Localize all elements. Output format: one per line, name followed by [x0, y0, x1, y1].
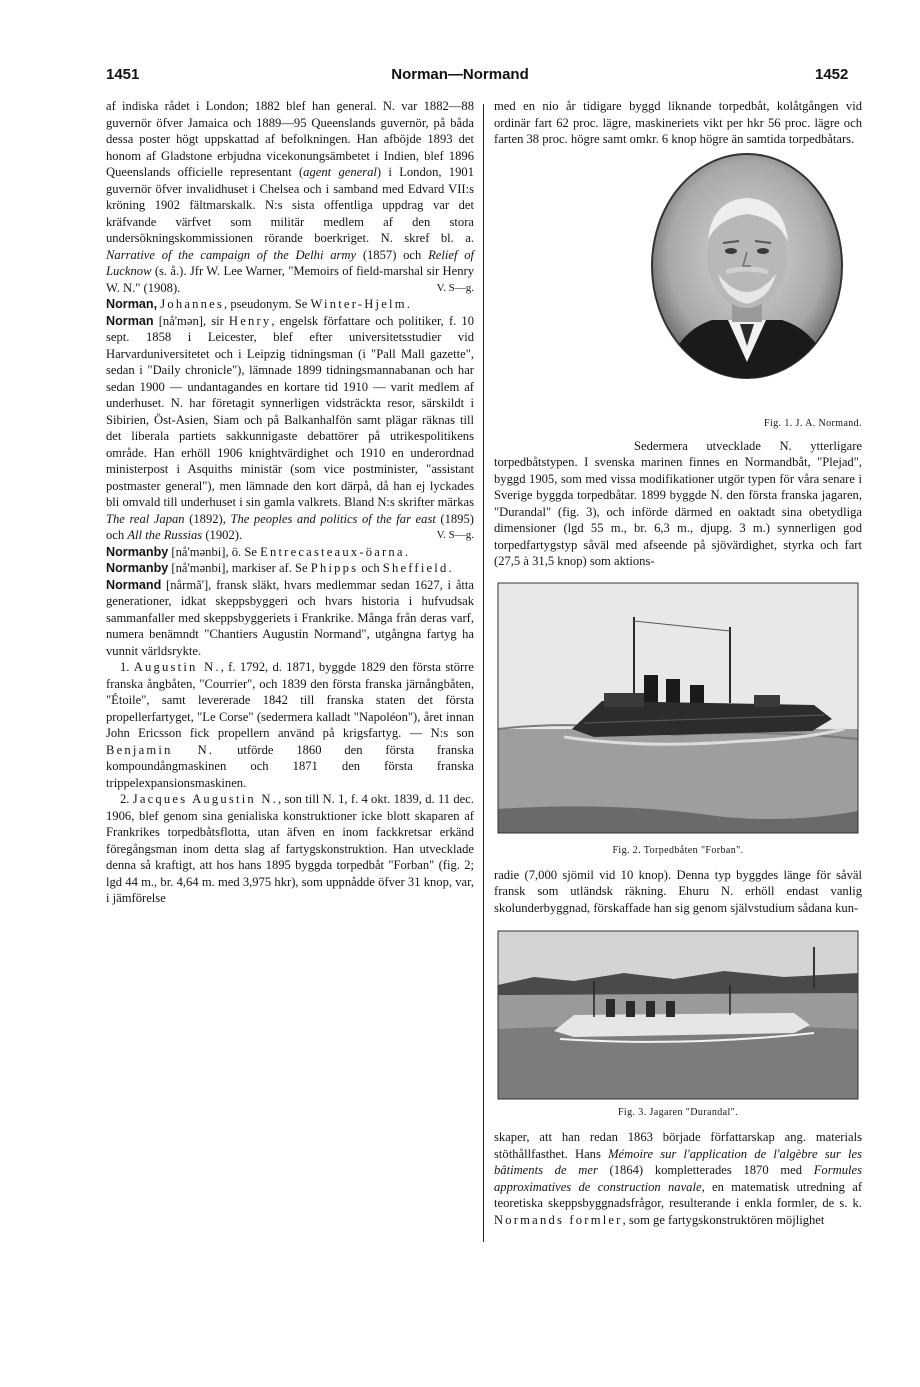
destroyer-durandal-image: [494, 929, 862, 1101]
figure-2: [494, 579, 862, 861]
entry-normand-2: 2. Jacques Augustin N., son till N. 1, f. 4 okt. 1839, d. 11 dec. 1906, blef genom sina genialiska konstruktioner icke blott skaparen af Frankrikes torpedbåtsflotta, utan äfven en inom fackkretsar erkänd föregångsman inom detta slag af fartygskonstruktion. Han utvecklade denna så kraftigt, att hos hans 1895 byggda torpedbåt "Forban" (fig. 2; lgd 44 m., br. 4,64 m. med 3,975 hkr), som uppnådde öfver 31 knop, var, i jämförelse: [106, 792, 474, 905]
portrait-image: [642, 148, 852, 398]
figure-1: [642, 148, 862, 438]
page-number-left: 1451: [106, 66, 140, 83]
entry-normanby-marquis: Normanby [nå'mənbi], markiser af. Se Phipps och Sheffield.: [106, 561, 452, 575]
paragraph-torpedo-development: Sedermera utvecklade N. ytterligare torpedbåtstypen. I svenska marinen finnes en Normandbåt, "Plejad", byggd 1905, som med vissa modifikationer utgör typen för våra senare i Sverige byggda torpedbåtar. 1899 byggde N. den första franska jagaren, "Durandal" (fig. 3), och införde därmed en oaktadt sina obetydliga dimensioner (lgd 55 m., br. 6,3 m., djupg. 3 m.) synnerligen god torpedfartygstyp såväl med afseende på sjövärdighet, styrka och fart (27,5 à 31,5 knop) som aktions-: [494, 438, 862, 568]
signature: V. S—g.: [436, 529, 474, 541]
entry-norman-continued: af indiska rådet i London; 1882 blef han general. N. var 1882—88 guvernör öfver Jamaica och 1889—95 Queenslands guvernör, på båda dessa poster högt uppskattad af befolkningen. Han afböjde 1893 det honom af Gladstone erbjudna vicekonungsämbetet i Indien, blef 1896 Queenslands officielle representant (agent general) i London, 1901 guvernör öfver invalidhuset i Chelsea och i samband med Edvard VII:s kröning 1902 fältmarskalk. N:s sista offentliga uppdrag var det kräfvande värfvet som militär medlem af den stora undersökningskommissionen rörande boerkriget. N. skref bl. a. Narrative of the campaign of the Delhi army (1857) och Relief of Lucknow (s. å.). Jfr W. Lee Warner, "Memoirs of field-marshal sir Henry W. N." (1908). V. S—g.: [106, 99, 474, 295]
entry-norman-johannes: Norman, Johannes, pseudonym. Se Winter-Hjelm.: [106, 297, 410, 311]
left-column: [106, 98, 474, 907]
entry-norman-henry: Norman [nå'mən], sir Henry, engelsk författare och politiker, f. 10 sept. 1858 i Leicester, blef efter universitetsstudier vid Harvarduniversitetet och i Leipzig tidningsman (i "Pall Mall gazette", sedan i "Daily chronicle"), lämnade 1899 tidningsmannabanan och har sedan 1900 — undantagandes en kortare tid 1910 — varit medlem af underhuset. N. har företagit synnerligen vidsträckta resor, särskildt i Sibirien, Öst-Asien, Siam och på Balkanhalfön samt plägar räknas till det liberala partiets sakkunnigaste debattörer på utrikespolitikens område. Han erhöll 1906 knightvärdighet och 1910 en underordnad ministerpost i Asquiths ministär (som vice postminister, "assistant postmaster general"), men lämnade den kort därpå, då han ej lyckades bli omvald till underhuset i sin gamla valkrets. Bland N:s skrifter märkas The real Japan (1892), The peoples and politics of the far east (1895) och All the Russias (1902). V. S—g.: [106, 313, 474, 542]
entry-normand-1: 1. Augustin N., f. 1792, d. 1871, byggde 1829 den första större franska ångbåten, "Courrier", och 1839 den första franska järnångbåten, "Étoile", samt levererade 1842 till franska staten det första propellerfartyget, "Le Corse" (sedermera kalladt "Napoléon"), året innan John Ericsson fick propellern använd på krigsfartyg. — N:s son Benjamin N. utförde 1860 den första franska kompoundångmaskinen och 1871 den första franska trippelexpansionsmaskinen.: [106, 660, 474, 790]
figure-1-caption: Fig. 1. J. A. Normand.: [764, 417, 862, 429]
torpedo-boat-forban-image: [494, 579, 862, 837]
figure-3-caption: Fig. 3. Jagaren "Durandal".: [617, 1107, 739, 1118]
figure-2-caption: Fig. 2. Torpedbåten "Forban".: [612, 844, 744, 856]
column-rule: [483, 104, 484, 1242]
page-number-right: 1452: [815, 66, 849, 83]
entry-normanby-island: Normanby [nå'mənbi], ö. Se Entrecasteaux-öarna.: [106, 544, 408, 559]
right-column: [494, 98, 862, 1228]
paragraph-authorship: skaper, att han redan 1863 började författarskap ang. materials stöthållfasthet. Hans Mémoire sur l'application de l'algèbre sur les bâtiments de mer (1864) kompletterades 1870 med Formules approximatives de construction navale, en matematisk utredning af teoretiska skeppsbyggnadsfrågor, resulterande i enkla formler, de s. k. Normands formler, som ge fartygskonstruktören möjlighet: [494, 1130, 863, 1227]
figure-3: [494, 929, 862, 1123]
entry-normand: Normand [nårmã'], fransk släkt, hvars medlemmar sedan 1627, i åtta generationer, idkat skeppsbyggeri och hvars historia i hufvudsak sammanfaller med skeppsbyggeriets i Frankrike. Många från deras varf, numera benämndt "Chantiers Augustin Normand", utgångna fartyg ha vunnit världsrykte.: [106, 577, 474, 658]
running-title: Norman—Normand: [391, 66, 529, 83]
paragraph-action-radius: radie (7,000 sjömil vid 10 knop). Denna typ byggdes länge för såväl fransk som utländsk räkning. Ehuru N. erhöll endast vanlig skolunderbyggnad, förskaffade han sig genom självstudium sådana kun-: [494, 867, 862, 915]
paragraph-forban-comparison: med en nio år tidigare byggd liknande torpedbåt, kolåtgången vid ordinär fart 62 proc. lägre, maskineriets vikt per hkr 56 proc. lägre och farten 38 proc. högre samt omkr. 6 knop högre än samtida torpedbåtars.: [494, 99, 862, 146]
signature: V. S—g.: [436, 281, 474, 294]
